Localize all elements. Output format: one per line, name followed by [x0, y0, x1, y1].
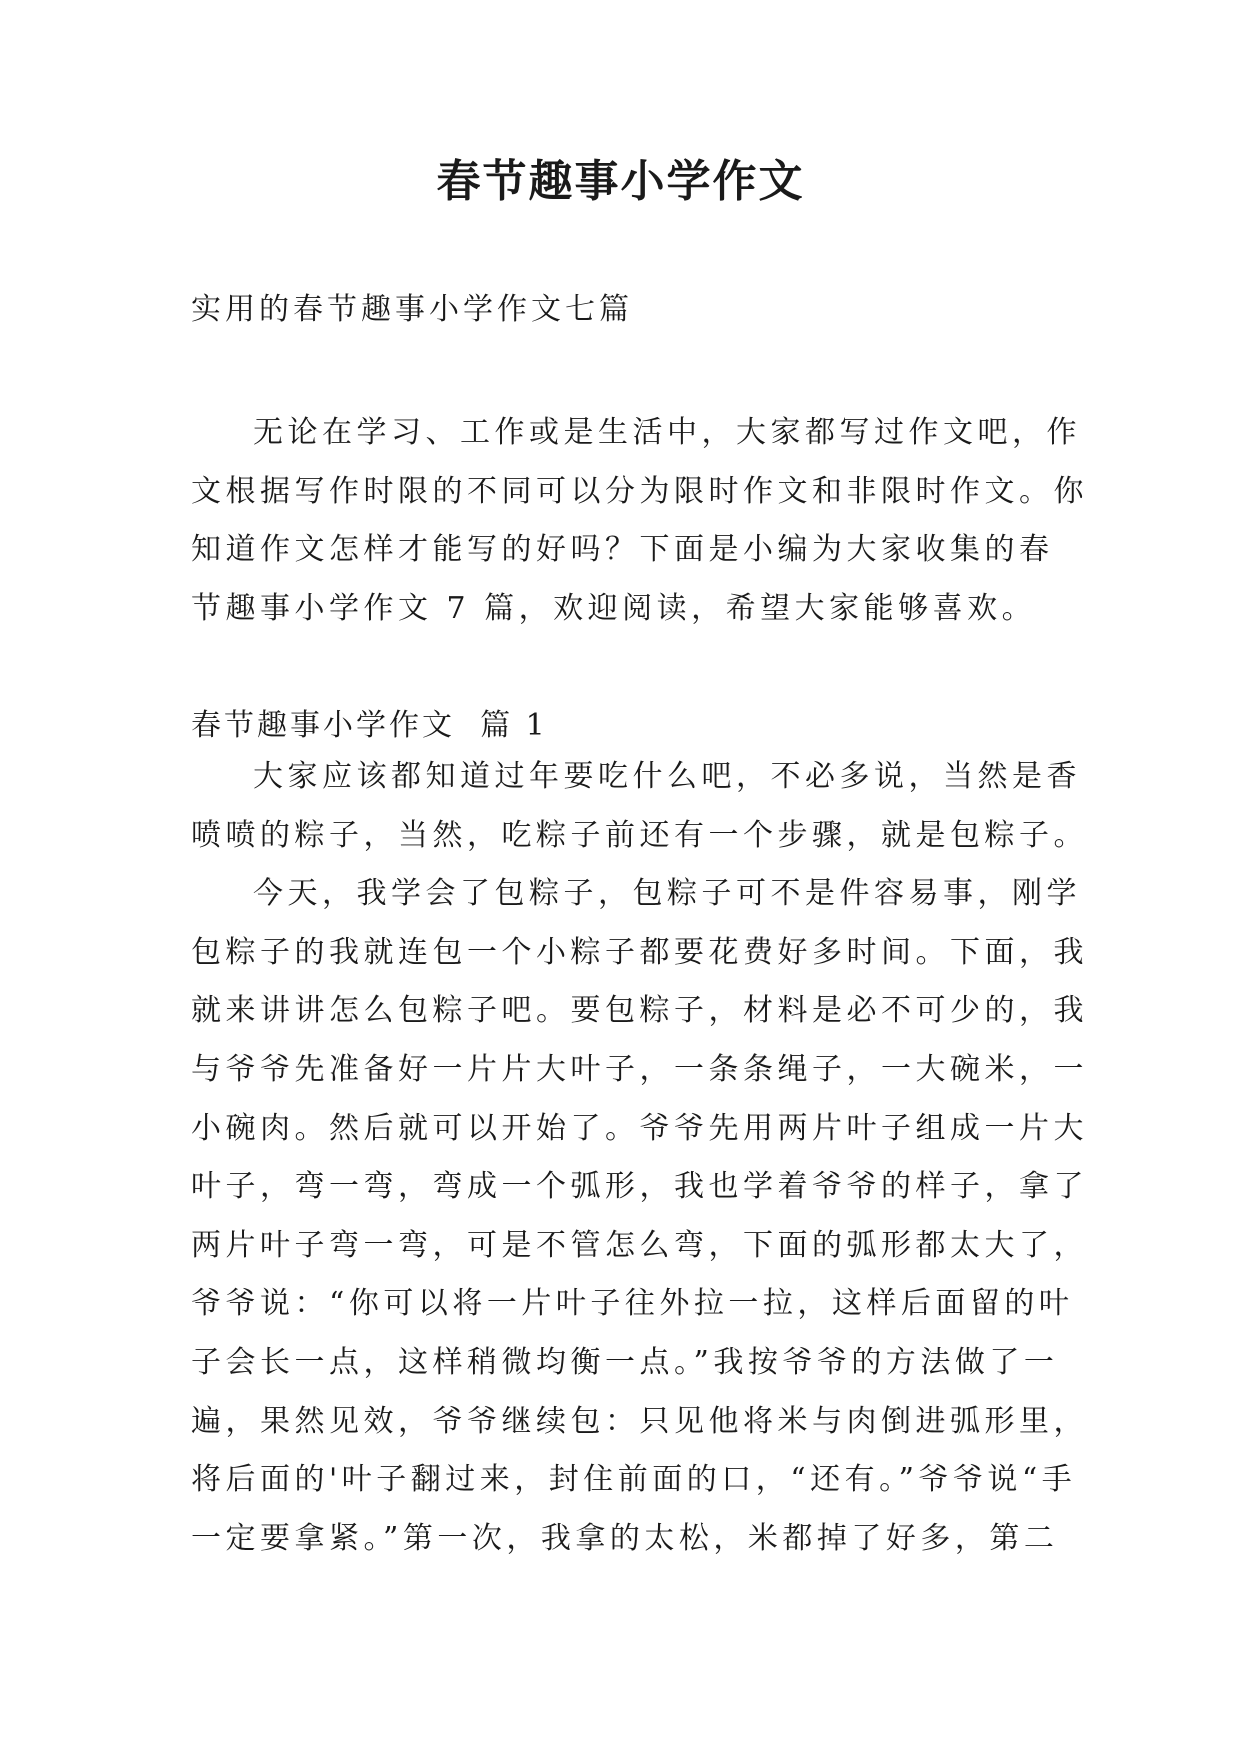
body-line: 今天，我学会了包粽子，包粽子可不是件容易事，刚学 [253, 876, 1081, 912]
section-heading-text: 春节趣事小学作文 篇 1 [191, 708, 548, 743]
subtitle-line: 实用的春节趣事小学作文七篇 [191, 292, 633, 327]
body-line: 一定要拿紧。”第一次，我拿的太松，米都掉了好多，第二 [191, 1520, 1059, 1556]
body-line: 叶子，弯一弯，弯成一个弧形，我也学着爷爷的样子，拿了 [191, 1169, 1088, 1205]
intro-line: 无论在学习、工作或是生活中，大家都写过作文吧，作 [253, 415, 1081, 450]
document-subtitle [191, 290, 1051, 330]
essay-body [191, 748, 1088, 1568]
document-title: 春节趣事小学作文 [436, 156, 805, 207]
body-line: 遍，果然见效，爷爷继续包：只见他将米与肉倒进弧形里， [191, 1403, 1088, 1439]
section-heading [191, 706, 1051, 746]
body-line: 喷喷的粽子，当然，吃粽子前还有一个步骤，就是包粽子。 [191, 817, 1088, 853]
body-line: 包粽子的我就连包一个小粽子都要花费好多时间。下面，我 [191, 934, 1088, 970]
body-line: 两片叶子弯一弯，可是不管怎么弯，下面的弧形都太大了， [191, 1227, 1088, 1263]
body-line: 就来讲讲怎么包粽子吧。要包粽子，材料是必不可少的，我 [191, 993, 1088, 1029]
body-line: 小碗肉。然后就可以开始了。爷爷先用两片叶子组成一片大 [191, 1110, 1088, 1146]
intro-line: 节趣事小学作文 7 篇，欢迎阅读，希望大家能够喜欢。 [191, 590, 1037, 626]
intro-line: 文根据写作时限的不同可以分为限时作文和非限时作文。你 [191, 473, 1088, 509]
body-line: 子会长一点，这样稍微均衡一点。”我按爷爷的方法做了一 [191, 1344, 1059, 1380]
body-line: 大家应该都知道过年要吃什么吧，不必多说，当然是香 [253, 759, 1081, 794]
body-line: 将后面的'叶子翻过来，封住前面的口，“还有。”爷爷说“手 [191, 1462, 1077, 1498]
intro-paragraph [191, 404, 1088, 638]
body-line: 爷爷说：“你可以将一片叶子往外拉一拉，这样后面留的叶 [191, 1286, 1074, 1322]
intro-line: 知道作文怎样才能写的好吗？下面是小编为大家收集的春 [191, 532, 1054, 568]
body-line: 与爷爷先准备好一片片大叶子，一条条绳子，一大碗米，一 [191, 1051, 1088, 1087]
